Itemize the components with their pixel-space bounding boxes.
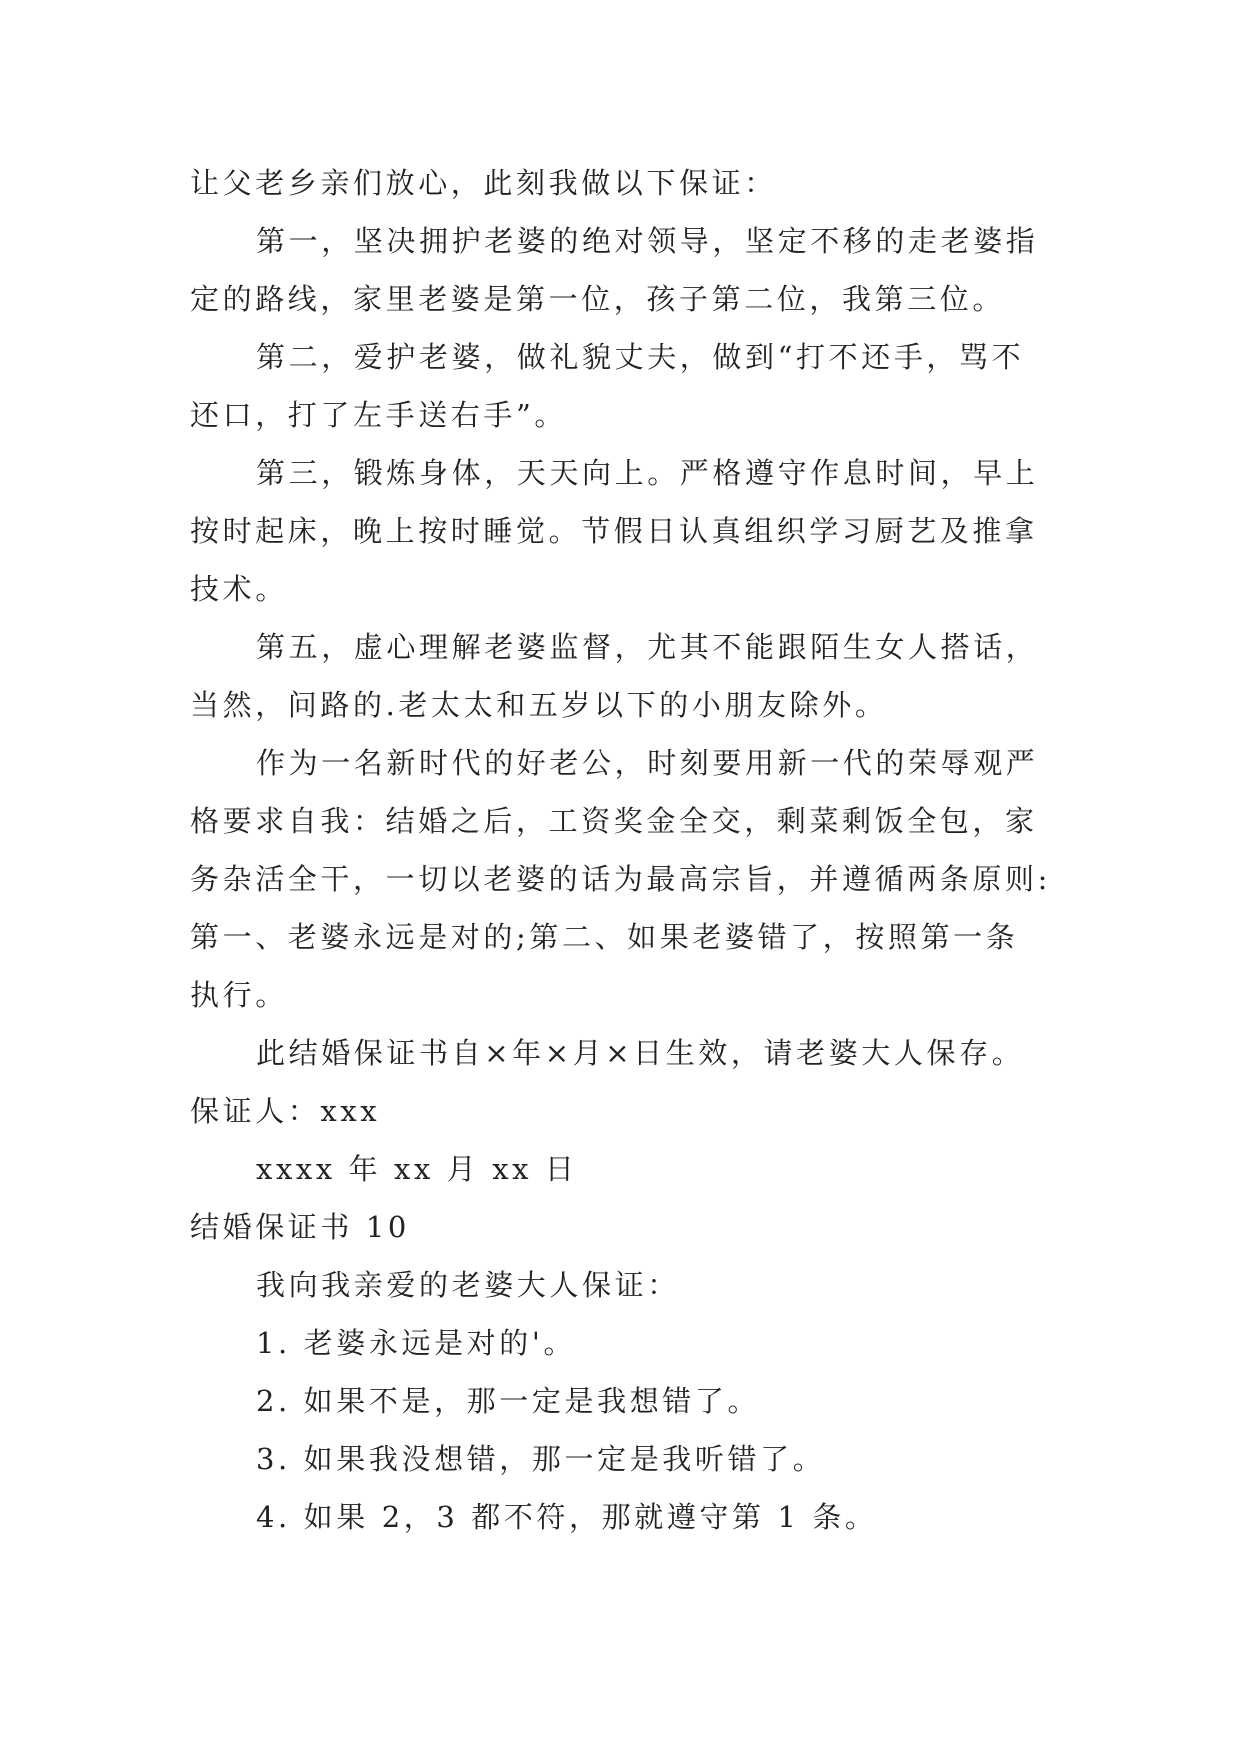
list-item: 1. 老婆永远是对的'。 bbox=[256, 1326, 577, 1360]
text-line: 第二，爱护老婆，做礼貌丈夫，做到“打不还手，骂不 bbox=[256, 340, 1025, 374]
text-line: 格要求自我：结婚之后，工资奖金全交，剩菜剩饭全包，家 bbox=[190, 804, 1038, 838]
text-line: 我向我亲爱的老婆大人保证： bbox=[256, 1268, 680, 1302]
text-line: 第三，锻炼身体，天天向上。严格遵守作息时间，早上 bbox=[256, 456, 1039, 490]
text-line: 当然，问路的.老太太和五岁以下的小朋友除外。 bbox=[190, 688, 888, 722]
text-line: 让父老乡亲们放心，此刻我做以下保证： bbox=[190, 166, 777, 200]
text-line: 务杂活全干，一切以老婆的话为最高宗旨，并遵循两条原则: bbox=[190, 862, 1051, 896]
text-line: 第一，坚决拥护老婆的绝对领导，坚定不移的走老婆指 bbox=[256, 224, 1039, 258]
text-line: 此结婚保证书自×年×月×日生效，请老婆大人保存。 bbox=[256, 1036, 1025, 1070]
text-line: 按时起床，晚上按时睡觉。节假日认真组织学习厨艺及推拿 bbox=[190, 514, 1038, 548]
text-line: 执行。 bbox=[190, 978, 288, 1012]
signer-line: 保证人：xxx bbox=[190, 1094, 381, 1128]
text-line: 技术。 bbox=[190, 572, 288, 606]
text-line: 第一、老婆永远是对的;第二、如果老婆错了，按照第一条 bbox=[190, 920, 1019, 954]
section-heading: 结婚保证书 10 bbox=[190, 1210, 410, 1244]
text-line: 还口，打了左手送右手”。 bbox=[190, 398, 568, 432]
list-item: 2. 如果不是，那一定是我想错了。 bbox=[256, 1384, 761, 1418]
text-line: 第五，虚心理解老婆监督，尤其不能跟陌生女人搭话， bbox=[256, 630, 1039, 664]
text-line: 定的路线，家里老婆是第一位，孩子第二位，我第三位。 bbox=[190, 282, 1006, 316]
list-item: 4. 如果 2，3 都不符，那就遵守第 1 条。 bbox=[256, 1500, 878, 1534]
list-item: 3. 如果我没想错，那一定是我听错了。 bbox=[256, 1442, 826, 1476]
date-line: xxxx 年 xx 月 xx 日 bbox=[256, 1152, 578, 1186]
text-line: 作为一名新时代的好老公，时刻要用新一代的荣辱观严 bbox=[256, 746, 1039, 780]
